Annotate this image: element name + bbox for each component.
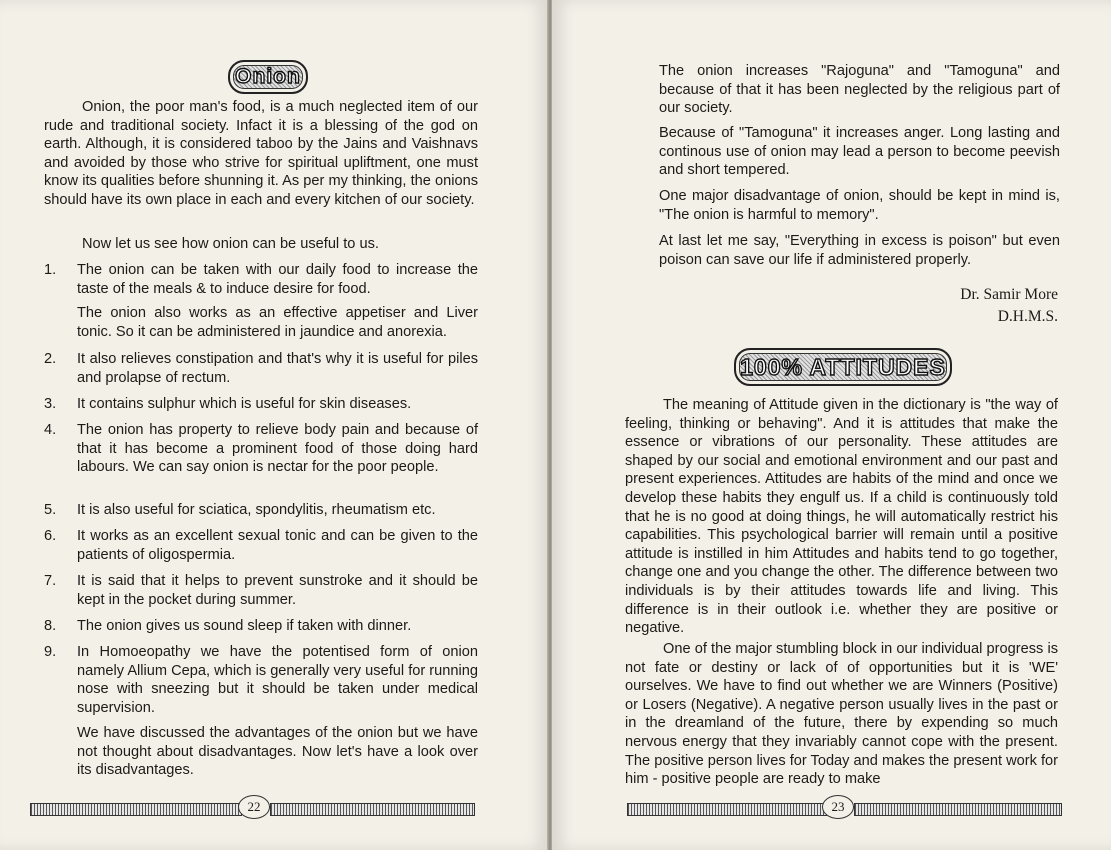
intro-paragraph: Onion, the poor man's food, is a much neglected item of our rude and traditional society. Infact it is a blessing of the god on earth. Although, it is considered taboo by the Jains and Vaishnavs and avoided by those who strive for spiritual upliftment, one must know its qualities before shunning it. As per my thinking, the onions should have its own place in each and every kitchen of our society. [44, 99, 478, 208]
attitudes-paragraph-1: The meaning of Attitude given in the dictionary is "the way of feeling, thinking or behaving". And it is attitudes that make the essence or vibrations of our personality. These attitudes are shaped by our social and emotional environment and our past and present experiences. Attitudes are habits of the mind and once we develop these habits they engulf us. If a child is continuously told that he is no good at doing things, he will automatically restrict his capabilities. This psychological barrier will remain until a positive attitude is instilled in him Attitudes and habits tend to go together, change one and you change the other. The difference between two individuals is by their attitudes towards life and living. This difference is in their outlook i.e. whether they are positive or negative. [625, 397, 1058, 637]
list-item [44, 643, 478, 717]
list-text: The onion gives us sound sleep if taken with dinner. [77, 618, 412, 634]
list-text: In Homoeopathy we have the potentised form of onion namely Allium Cepa, which is generally very useful for running nose with sneezing but it should be taken under medical supervision. [77, 644, 478, 716]
list-number: 5. [44, 502, 57, 518]
attitudes-paragraph-2: One of the major stumbling block in our individual progress is not fate or destiny or lack of of opportunities but it is 'WE' ourselves. We have to find out whether we are Winners (Positive) or Losers (Negative). A negative person usually lives in the past or in the dreamland of the future, there by expending so much nervous energy that they invariably cannot cope with the present. The positive person lives for Today and makes the present work for him - positive people are ready to make [625, 641, 1058, 788]
list-number: 4. [44, 422, 57, 438]
page-number: 23 [822, 795, 854, 819]
list-number: 9. [44, 644, 57, 660]
list-text: It is also useful for sciatica, spondylitis, rheumatism etc. [77, 502, 436, 518]
footer-bar-left [30, 803, 242, 816]
list-number: 8. [44, 618, 57, 634]
author-name: Dr. Samir More [960, 286, 1058, 303]
list-item [44, 501, 478, 520]
list-text: It also relieves constipation and that's why it is useful for piles and prolapse of rectum. [77, 351, 478, 386]
footer-bar-right [854, 803, 1062, 816]
right-page [552, 0, 1111, 850]
attitudes-heading: 100% ATTITUDES [734, 348, 952, 386]
list-number: 3. [44, 396, 57, 412]
page-number: 22 [238, 795, 270, 819]
list-item [44, 527, 478, 564]
list-item [44, 395, 478, 414]
list-text: The onion has property to relieve body pain and because of that it has become a prominent food of those doing hard labours. We can say onion is nectar for the poor people. [77, 422, 478, 476]
list-text: It contains sulphur which is useful for skin diseases. [77, 396, 412, 412]
lead-paragraph: Now let us see how onion can be useful to us. [82, 236, 379, 252]
list-subparagraph: We have discussed the advantages of the onion but we have not thought about disadvantages. Now let's have a look over its disadvantages. [77, 725, 478, 779]
list-number: 2. [44, 351, 57, 367]
author-degree: D.H.M.S. [997, 308, 1058, 325]
footer-bar-right [270, 803, 475, 816]
list-text: It is said that it helps to prevent sunstroke and it should be kept in the pocket during summer. [77, 573, 478, 608]
list-item [44, 617, 478, 636]
list-item [44, 421, 478, 477]
list-item [44, 572, 478, 609]
left-page [0, 0, 549, 850]
list-text: It works as an excellent sexual tonic and can be given to the patients of oligospermia. [77, 528, 478, 563]
list-item [44, 261, 478, 298]
paragraph: Because of "Tamoguna" it increases anger. Long lasting and continous use of onion may lead a person to become peevish and short tempered. [659, 125, 1060, 179]
paragraph: The onion increases "Rajoguna" and "Tamoguna" and because of that it has been neglected by the religious part of our society. [659, 63, 1060, 117]
list-number: 1. [44, 262, 57, 278]
onion-heading: Onion [228, 60, 308, 94]
footer-bar-left [627, 803, 827, 816]
list-item [44, 350, 478, 387]
paragraph: One major disadvantage of onion, should be kept in mind is, "The onion is harmful to memory". [659, 188, 1060, 223]
list-number: 6. [44, 528, 57, 544]
paragraph: At last let me say, "Everything in excess is poison" but even poison can save our life if administered properly. [659, 233, 1060, 268]
list-number: 7. [44, 573, 57, 589]
list-subparagraph: The onion also works as an effective appetiser and Liver tonic. So it can be administered in jaundice and anorexia. [77, 305, 478, 340]
list-text: The onion can be taken with our daily food to increase the taste of the meals & to induce desire for food. [77, 262, 478, 297]
